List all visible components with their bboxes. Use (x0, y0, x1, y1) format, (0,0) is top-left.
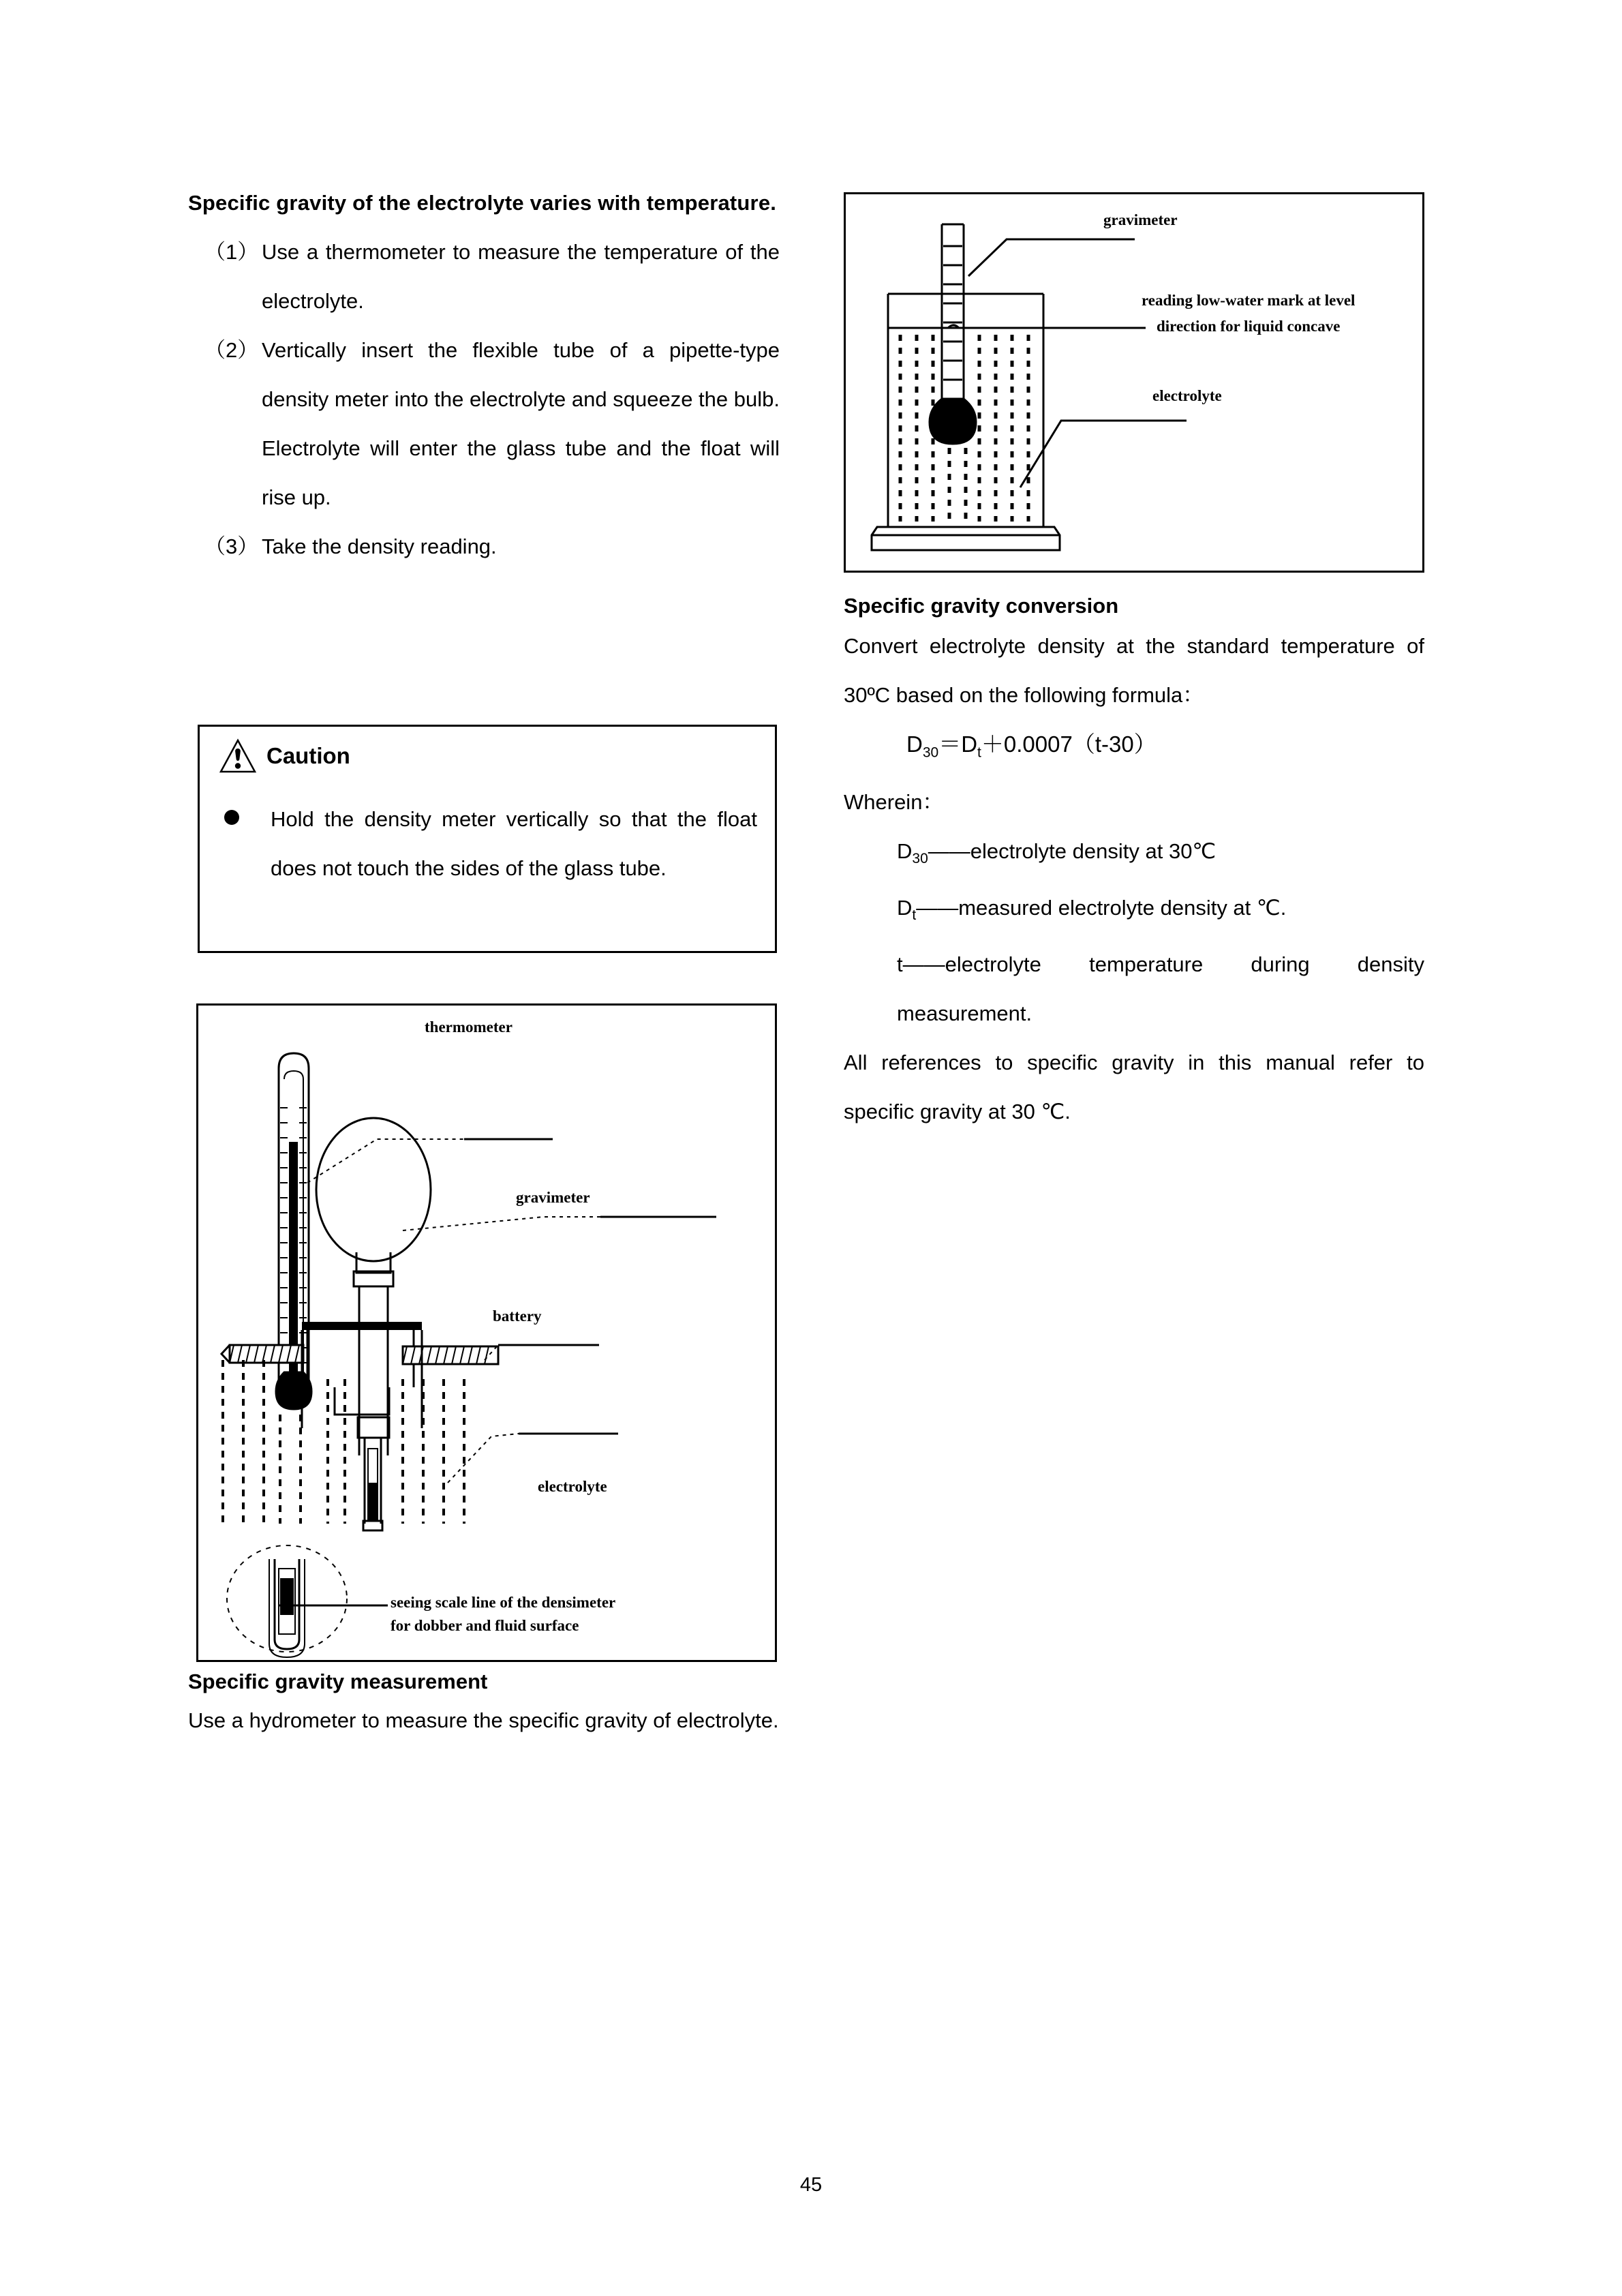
wherein-label: Wherein： (844, 789, 944, 814)
figure-label-liquid-concave: direction for liquid concave (1157, 318, 1341, 335)
list-item (188, 326, 780, 522)
hydrometer-diagram-svg (198, 1006, 775, 1660)
figure-label-dobber-surface: for dobber and fluid surface (391, 1617, 579, 1634)
definition-dash: —— (928, 839, 970, 863)
hydrometer-diagram (196, 1003, 777, 1662)
figure-caption-block (188, 1666, 780, 1744)
left-column-heading: Specific gravity of the electrolyte varies with temperature. (188, 191, 777, 215)
list-item-marker: （1） (204, 240, 259, 264)
figure-label-scale-line: seeing scale line of the densimeter (391, 1594, 616, 1611)
definition-dash: —— (902, 952, 945, 976)
list-item-text: Use a thermometer to measure the temperature of the electrolyte. (262, 240, 780, 313)
figure-label-electrolyte: electrolyte (538, 1478, 607, 1495)
figure-label-reading-mark: reading low-water mark at level (1142, 292, 1356, 309)
caution-box (198, 725, 777, 953)
definition-row (897, 827, 1424, 883)
list-item-text: Vertically insert the flexible tube of a pipette-type density meter into the electrolyte and squeeze the bulb. Electrolyte will enter the glass tube and the float will rise up. (262, 338, 780, 509)
definition-text: electrolyte density at 30℃ (970, 839, 1216, 863)
formula-coefficient: 0.0007 (1003, 731, 1073, 757)
conversion-formula (844, 720, 1424, 778)
definition-dash: —— (916, 895, 959, 920)
conversion-heading: Specific gravity conversion (844, 594, 1119, 618)
formula-lhs-symbol: D (906, 731, 923, 757)
figure-label-gravimeter: gravimeter (1103, 211, 1178, 228)
definition-symbol: D (897, 895, 913, 920)
definition-sub: 30 (912, 850, 928, 866)
figure-label-battery: battery (493, 1308, 542, 1325)
bullet-point-icon (224, 810, 239, 825)
right-column (844, 590, 1424, 1136)
formula-lhs-sub: 30 (922, 744, 939, 761)
figure-caption-heading: Specific gravity measurement (188, 1670, 488, 1693)
page-number: 45 (799, 2174, 823, 2196)
list-item-text: Take the density reading. (262, 534, 497, 558)
definition-sub: t (912, 907, 917, 923)
caution-header (219, 738, 350, 774)
definition-text: electrolyte temperature during density measurement. (897, 952, 1424, 1025)
definition-symbol: D (897, 839, 913, 863)
list-item (188, 228, 780, 326)
list-item-marker: （2） (204, 338, 259, 362)
definition-list (844, 827, 1424, 1038)
formula-equals: ＝ (938, 731, 962, 757)
left-column (188, 179, 780, 571)
definition-row (897, 940, 1424, 1038)
caution-body-text: Hold the density meter vertically so that the float does not touch the sides of the glass tube. (271, 807, 757, 880)
figure-label-gravimeter: gravimeter (516, 1189, 590, 1206)
cylinder-diagram-svg (846, 194, 1422, 571)
formula-rhs-sub: t (977, 744, 981, 761)
warning-triangle-icon (219, 738, 257, 774)
list-item-marker: （3） (204, 534, 259, 558)
formula-plus: ＋ (981, 731, 1004, 757)
procedure-list (188, 228, 780, 571)
definition-text: measured electrolyte density at ℃. (958, 895, 1287, 920)
definition-row (897, 883, 1424, 940)
list-item (188, 522, 780, 571)
figure-label-electrolyte: electrolyte (1152, 387, 1222, 404)
caution-title: Caution (266, 743, 350, 768)
formula-bracket: （t-30） (1072, 731, 1157, 757)
figure-caption-body: Use a hydrometer to measure the specific gravity of electrolyte. (188, 1708, 779, 1732)
closing-paragraph: All references to specific gravity in this manual refer to specific gravity at 30 ℃. (844, 1050, 1424, 1123)
definition-symbol: t (897, 952, 903, 976)
formula-rhs-symbol: D (961, 731, 978, 757)
figure-label-thermometer: thermometer (425, 1018, 512, 1036)
conversion-intro: Convert electrolyte density at the standard temperature of 30ºC based on the following formula： (844, 634, 1424, 707)
measuring-cylinder-diagram (844, 192, 1424, 573)
